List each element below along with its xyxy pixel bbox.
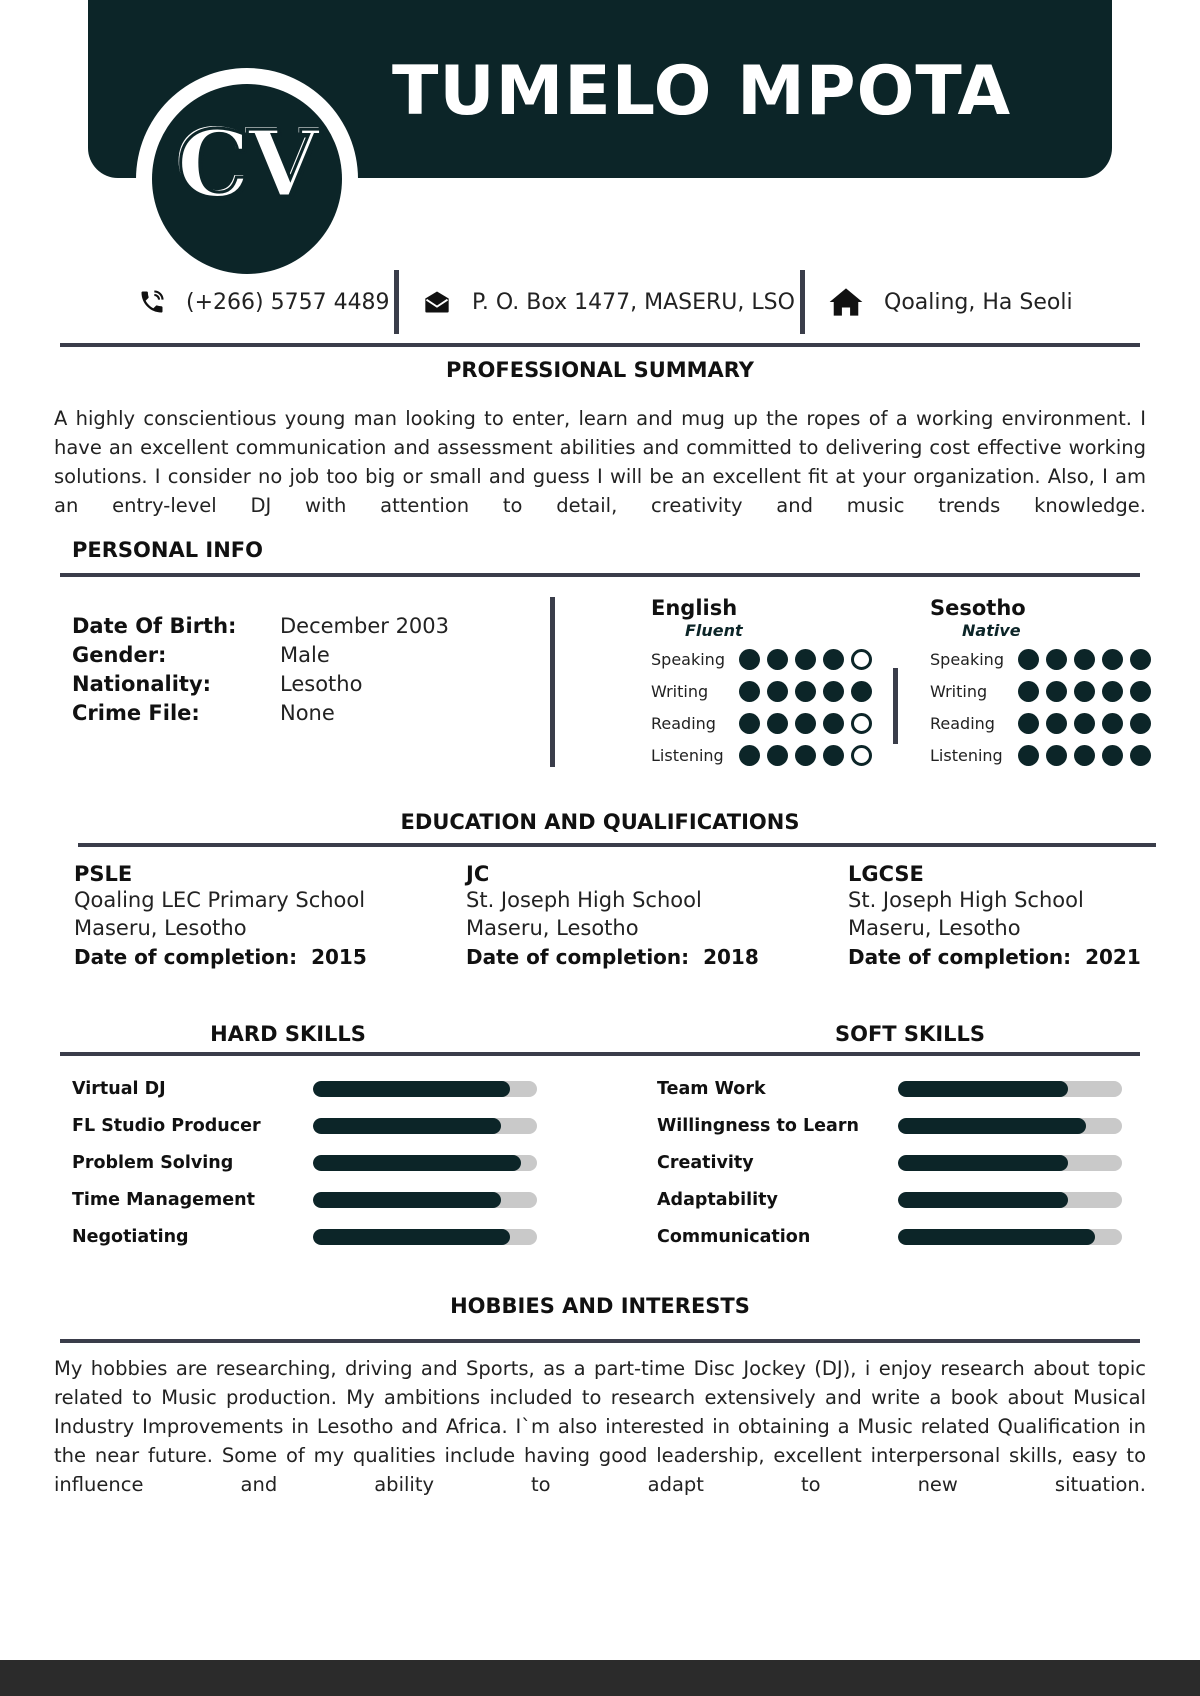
rating-dot-empty	[851, 713, 872, 734]
skill-bar-track	[313, 1081, 537, 1097]
completion-date	[848, 942, 1141, 972]
skill-bar-fill	[898, 1118, 1086, 1134]
school-name: Qoaling LEC Primary School	[74, 888, 366, 912]
phone-text: (+266) 5757 4489	[186, 289, 390, 315]
language-name: Sesotho	[930, 596, 1026, 620]
dob-label: Date Of Birth:	[72, 614, 237, 638]
skill-bar-track	[313, 1192, 537, 1208]
language-skill-label: Reading	[651, 713, 716, 733]
language-skill-row	[651, 707, 881, 739]
language-skill-list	[651, 643, 881, 771]
dob-value: December 2003	[280, 614, 450, 638]
skill-name: Negotiating	[72, 1226, 189, 1247]
rating-dot-filled	[1046, 681, 1067, 702]
rating-dot-filled	[1046, 745, 1067, 766]
skill-row	[72, 1181, 537, 1218]
skill-bar-track	[898, 1192, 1122, 1208]
home-icon	[828, 287, 864, 317]
school-name: St. Joseph High School	[848, 888, 1084, 912]
skill-name: Time Management	[72, 1189, 255, 1210]
rating-dots	[739, 745, 872, 766]
qualification-name: JC	[466, 862, 490, 886]
skill-name: Willingness to Learn	[657, 1115, 859, 1136]
contact-divider	[800, 270, 805, 334]
skill-name: Virtual DJ	[72, 1078, 166, 1099]
cv-badge-text: CV	[176, 110, 318, 218]
contact-address	[422, 284, 795, 320]
skill-row	[72, 1144, 537, 1181]
home-text: Qoaling, Ha Seoli	[884, 289, 1073, 315]
rating-dot-filled	[1102, 681, 1123, 702]
completion-year: 2018	[703, 945, 759, 969]
qualification-name: LGCSE	[848, 862, 924, 886]
section-rule	[60, 1339, 1140, 1343]
skill-bar-fill	[898, 1229, 1095, 1245]
rating-dot-filled	[739, 713, 760, 734]
personal-info-list	[72, 614, 449, 730]
skill-name: Communication	[657, 1226, 811, 1247]
candidate-name: TUMELO MPOTA	[392, 52, 1012, 131]
language-skill-list	[930, 643, 1160, 771]
rating-dot-filled	[823, 649, 844, 670]
skill-bar-track	[898, 1118, 1122, 1134]
rating-dots	[1018, 681, 1151, 702]
skill-name: Team Work	[657, 1078, 766, 1099]
rating-dot-filled	[851, 681, 872, 702]
completion-year: 2015	[311, 945, 367, 969]
skill-bar-fill	[313, 1081, 510, 1097]
completion-label: Date of completion:	[74, 945, 298, 969]
hobbies-text: My hobbies are researching, driving and Sports, as a part-time Disc Jockey (DJ), i enjoy research about topic related to Music production. My ambitions included to research extensively and write a book about Musical Industry Improvements in Lesotho and Africa. I`m also interested in obtaining a Music related Qualification in the near future. Some of my qualities include having good leadership, excellent interpersonal skills, easy to influence and ability to adapt to new situation.	[54, 1357, 1146, 1496]
skill-bar-track	[898, 1229, 1122, 1245]
gender-label: Gender:	[72, 643, 167, 667]
summary-text: A highly conscientious young man looking to enter, learn and mug up the ropes of a working environment. I have an excellent communication and assessment abilities and committed to delivering cost effective working solutions. I consider no job too big or small and guess I will be an excellent fit at your organization. Also, I am an entry-level DJ with attention to detail, creativity and music trends knowledge.	[54, 407, 1146, 517]
rating-dot-filled	[1102, 745, 1123, 766]
language-skill-label: Writing	[930, 681, 988, 701]
language-skill-row	[651, 643, 881, 675]
rating-dot-filled	[1074, 713, 1095, 734]
skill-name: Creativity	[657, 1152, 754, 1173]
skill-bar-fill	[313, 1229, 510, 1245]
soft-skills-title: SOFT SKILLS	[834, 1022, 986, 1046]
rating-dot-filled	[795, 745, 816, 766]
education-item	[74, 862, 367, 972]
school-location: Maseru, Lesotho	[466, 916, 639, 940]
language-skill-label: Listening	[651, 745, 724, 765]
contact-phone	[138, 284, 390, 320]
skill-name: FL Studio Producer	[72, 1115, 261, 1136]
language-divider	[893, 668, 898, 744]
hard-skills-list	[72, 1070, 537, 1255]
rating-dot-filled	[1018, 713, 1039, 734]
language-skill-row	[930, 707, 1160, 739]
rating-dot-filled	[767, 649, 788, 670]
personal-info-divider	[550, 597, 555, 767]
rating-dot-filled	[823, 713, 844, 734]
skill-bar-track	[313, 1118, 537, 1134]
skill-row	[657, 1107, 1122, 1144]
completion-date	[466, 942, 759, 972]
personal-info-row	[72, 672, 449, 701]
completion-date	[74, 942, 367, 972]
education-item	[848, 862, 1141, 972]
rating-dot-filled	[795, 681, 816, 702]
rating-dot-filled	[1102, 649, 1123, 670]
nationality-label: Nationality:	[72, 672, 212, 696]
skill-bar-fill	[898, 1192, 1068, 1208]
rating-dot-filled	[767, 713, 788, 734]
language-skill-label: Writing	[651, 681, 709, 701]
language-skill-label: Reading	[930, 713, 995, 733]
rating-dot-filled	[1130, 681, 1151, 702]
skill-bar-track	[898, 1155, 1122, 1171]
rating-dot-filled	[739, 681, 760, 702]
rating-dots	[739, 649, 872, 670]
language-sesotho	[930, 596, 1160, 771]
rating-dot-filled	[823, 681, 844, 702]
rating-dot-filled	[795, 713, 816, 734]
language-skill-row	[930, 739, 1160, 771]
rating-dot-empty	[851, 649, 872, 670]
language-skill-row	[651, 739, 881, 771]
rating-dot-filled	[1074, 745, 1095, 766]
skill-bar-track	[313, 1229, 537, 1245]
rating-dot-filled	[767, 681, 788, 702]
language-skill-row	[930, 643, 1160, 675]
skill-name: Adaptability	[657, 1189, 778, 1210]
contact-divider	[394, 270, 399, 334]
skill-row	[72, 1070, 537, 1107]
rating-dot-filled	[1074, 681, 1095, 702]
education-title: EDUCATION AND QUALIFICATIONS	[400, 810, 800, 834]
section-rule	[60, 343, 1140, 347]
crime-file-value: None	[280, 701, 335, 725]
skill-name: Problem Solving	[72, 1152, 234, 1173]
personal-info-row	[72, 643, 449, 672]
rating-dot-filled	[1130, 745, 1151, 766]
contact-home	[828, 284, 1073, 320]
skill-bar-fill	[313, 1118, 501, 1134]
language-level: Fluent	[685, 621, 743, 640]
school-name: St. Joseph High School	[466, 888, 702, 912]
gender-value: Male	[280, 643, 330, 667]
rating-dot-filled	[1074, 649, 1095, 670]
rating-dot-filled	[1102, 713, 1123, 734]
footer-band	[0, 1660, 1200, 1696]
rating-dots	[739, 681, 872, 702]
language-skill-label: Speaking	[930, 649, 1004, 669]
hard-skills-title: HARD SKILLS	[210, 1022, 366, 1046]
soft-skills-list	[657, 1070, 1122, 1255]
language-level: Native	[962, 621, 1021, 640]
rating-dot-filled	[1018, 649, 1039, 670]
hobbies-title: HOBBIES AND INTERESTS	[450, 1294, 750, 1318]
skill-row	[657, 1070, 1122, 1107]
rating-dot-filled	[739, 745, 760, 766]
rating-dot-filled	[823, 745, 844, 766]
school-location: Maseru, Lesotho	[74, 916, 247, 940]
skill-bar-track	[313, 1155, 537, 1171]
mail-icon	[422, 288, 452, 316]
rating-dot-filled	[1046, 649, 1067, 670]
skill-row	[657, 1181, 1122, 1218]
rating-dot-filled	[739, 649, 760, 670]
personal-info-row	[72, 614, 449, 643]
skill-bar-fill	[898, 1081, 1068, 1097]
language-skill-label: Listening	[930, 745, 1003, 765]
skill-bar-fill	[898, 1155, 1068, 1171]
personal-info-title: PERSONAL INFO	[72, 538, 263, 562]
section-rule	[60, 1052, 1140, 1056]
skill-bar-fill	[313, 1155, 521, 1171]
rating-dot-empty	[851, 745, 872, 766]
section-rule	[78, 843, 1156, 847]
rating-dot-filled	[767, 745, 788, 766]
skill-bar-fill	[313, 1192, 501, 1208]
phone-icon	[138, 288, 166, 316]
rating-dots	[1018, 649, 1151, 670]
language-skill-label: Speaking	[651, 649, 725, 669]
language-english	[651, 596, 881, 771]
summary-title: PROFESSIONAL SUMMARY	[445, 358, 755, 382]
rating-dot-filled	[1018, 681, 1039, 702]
skill-row	[657, 1218, 1122, 1255]
rating-dot-filled	[1046, 713, 1067, 734]
rating-dot-filled	[1130, 649, 1151, 670]
rating-dot-filled	[1130, 713, 1151, 734]
skill-row	[657, 1144, 1122, 1181]
school-location: Maseru, Lesotho	[848, 916, 1021, 940]
qualification-name: PSLE	[74, 862, 133, 886]
completion-label: Date of completion:	[466, 945, 690, 969]
section-rule	[60, 573, 1140, 577]
address-text: P. O. Box 1477, MASERU, LSO	[472, 289, 795, 315]
crime-file-label: Crime File:	[72, 701, 200, 725]
rating-dot-filled	[795, 649, 816, 670]
nationality-value: Lesotho	[280, 672, 363, 696]
language-skill-row	[930, 675, 1160, 707]
rating-dots	[1018, 713, 1151, 734]
language-name: English	[651, 596, 738, 620]
education-item	[466, 862, 759, 972]
rating-dots	[1018, 745, 1151, 766]
completion-year: 2021	[1085, 945, 1141, 969]
rating-dots	[739, 713, 872, 734]
language-skill-row	[651, 675, 881, 707]
skill-row	[72, 1218, 537, 1255]
rating-dot-filled	[1018, 745, 1039, 766]
skill-row	[72, 1107, 537, 1144]
personal-info-row	[72, 701, 449, 730]
skill-bar-track	[898, 1081, 1122, 1097]
completion-label: Date of completion:	[848, 945, 1072, 969]
